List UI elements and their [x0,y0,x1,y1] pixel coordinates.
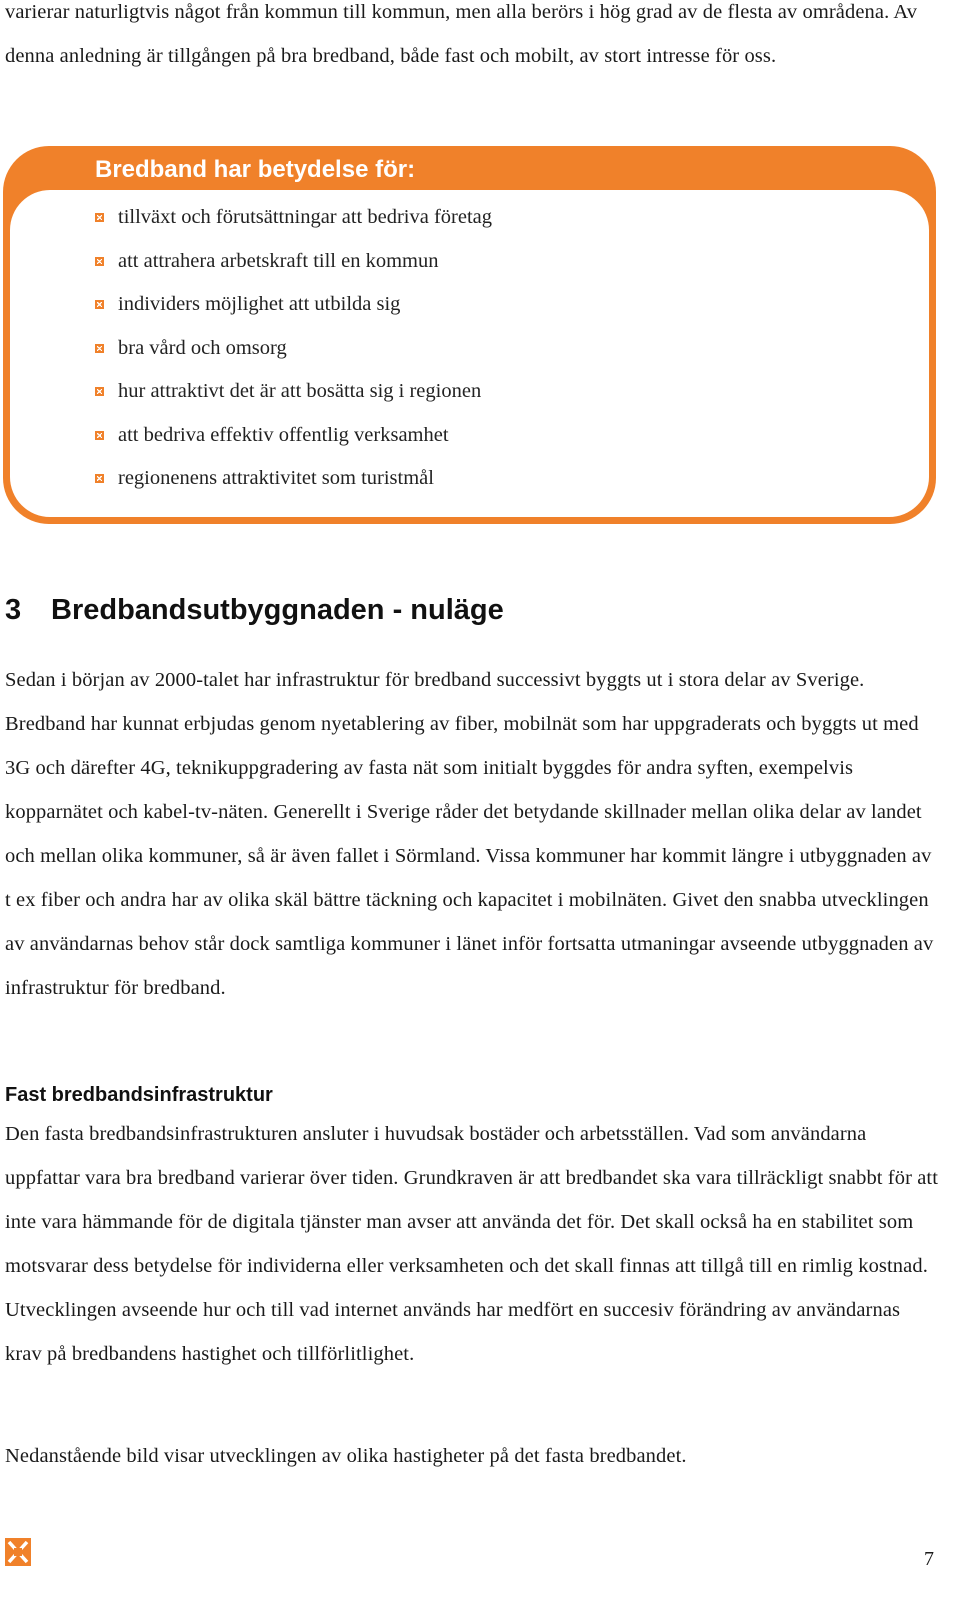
body-paragraph-1: Sedan i början av 2000-talet har infrastruktur för bredband successivt byggts ut i stora delar av Sverige. Bredband har kunnat erbjudas genom nyetablering av fiber, mobilnät som har uppgraderats och byggts ut med 3G och därefter 4G, teknikuppgradering av fasta nät som initialt byggdes för andra syften, exempelvis kopparnätet och kabel-tv-näten. Generellt i Sverige råder det betydande skillnader mellan olika delar av landet och mellan olika kommuner, så är även fallet i Sörmland. Vissa kommuner har kommit längre i utbyggnaden av t ex fiber och andra har av olika skäl bättre täckning och kapacitet i mobilnäten. Givet den snabba utvecklingen av användarnas behov står dock samtliga kommuner i länet inför fortsatta utmaningar avseende utbyggnaden av infrastruktur för bredband. [5,669,934,999]
list-item [95,327,492,371]
bullet-icon [95,387,104,396]
section-title: Bredbandsutbyggnaden - nuläge [51,594,504,626]
bullet-icon [95,344,104,353]
body-paragraph-2: Den fasta bredbandsinfrastrukturen ansluter i huvudsak bostäder och arbetsställen. Vad som användarna uppfattar vara bra bredband varierar över tiden. Grundkraven är att bredbandet ska vara tillräckligt snabbt för att inte vara hämmande för de digitala tjänster man avser att använda det för. Det skall också ha en stabilitet som motsvarar dess betydelse för individerna eller verksamheten och det skall finnas att tillgå till en rimlig kostnad. Utvecklingen avseende hur och till vad internet används har medfört en succesiv förändring av användarnas krav på bredbandens hastighet och tillförlitlighet. [5,1123,939,1365]
list-item-text: individers möjlighet att utbilda sig [118,293,401,316]
section-number: 3 [5,594,22,626]
bullet-icon [95,300,104,309]
bullet-icon [95,474,104,483]
list-item [95,283,492,327]
logo-icon [5,1538,31,1566]
list-item-text: hur attraktivt det är att bosätta sig i regionen [118,380,482,403]
list-item [95,370,492,414]
page-number: 7 [924,1548,934,1570]
bullet-icon [95,431,104,440]
subheading: Fast bredbandsinfrastruktur [5,1084,273,1106]
list-item [95,240,492,284]
section-heading [5,590,504,630]
list-item-text: att bedriva effektiv offentlig verksamhet [118,423,449,446]
list-item-text: bra vård och omsorg [118,336,287,359]
list-item-text: regionenens attraktivitet som turistmål [118,467,434,490]
list-item-text: att attrahera arbetskraft till en kommun [118,249,439,272]
bullet-icon [95,257,104,266]
list-item [95,196,492,240]
intro-paragraph: varierar naturligtvis något från kommun till kommun, men alla berörs i hög grad av de flesta av områdena. Av denna anledning är tillgången på bra bredband, både fast och mobilt, av stort intresse för oss. [5,1,918,67]
callout-bullet-list [95,196,492,501]
bullet-icon [95,213,104,222]
callout-title: Bredband har betydelse för: [95,156,416,183]
list-item [95,457,492,501]
body-paragraph-3: Nedanstående bild visar utvecklingen av olika hastigheter på det fasta bredbandet. [5,1445,687,1467]
list-item [95,414,492,458]
list-item-text: tillväxt och förutsättningar att bedriva företag [118,206,492,229]
